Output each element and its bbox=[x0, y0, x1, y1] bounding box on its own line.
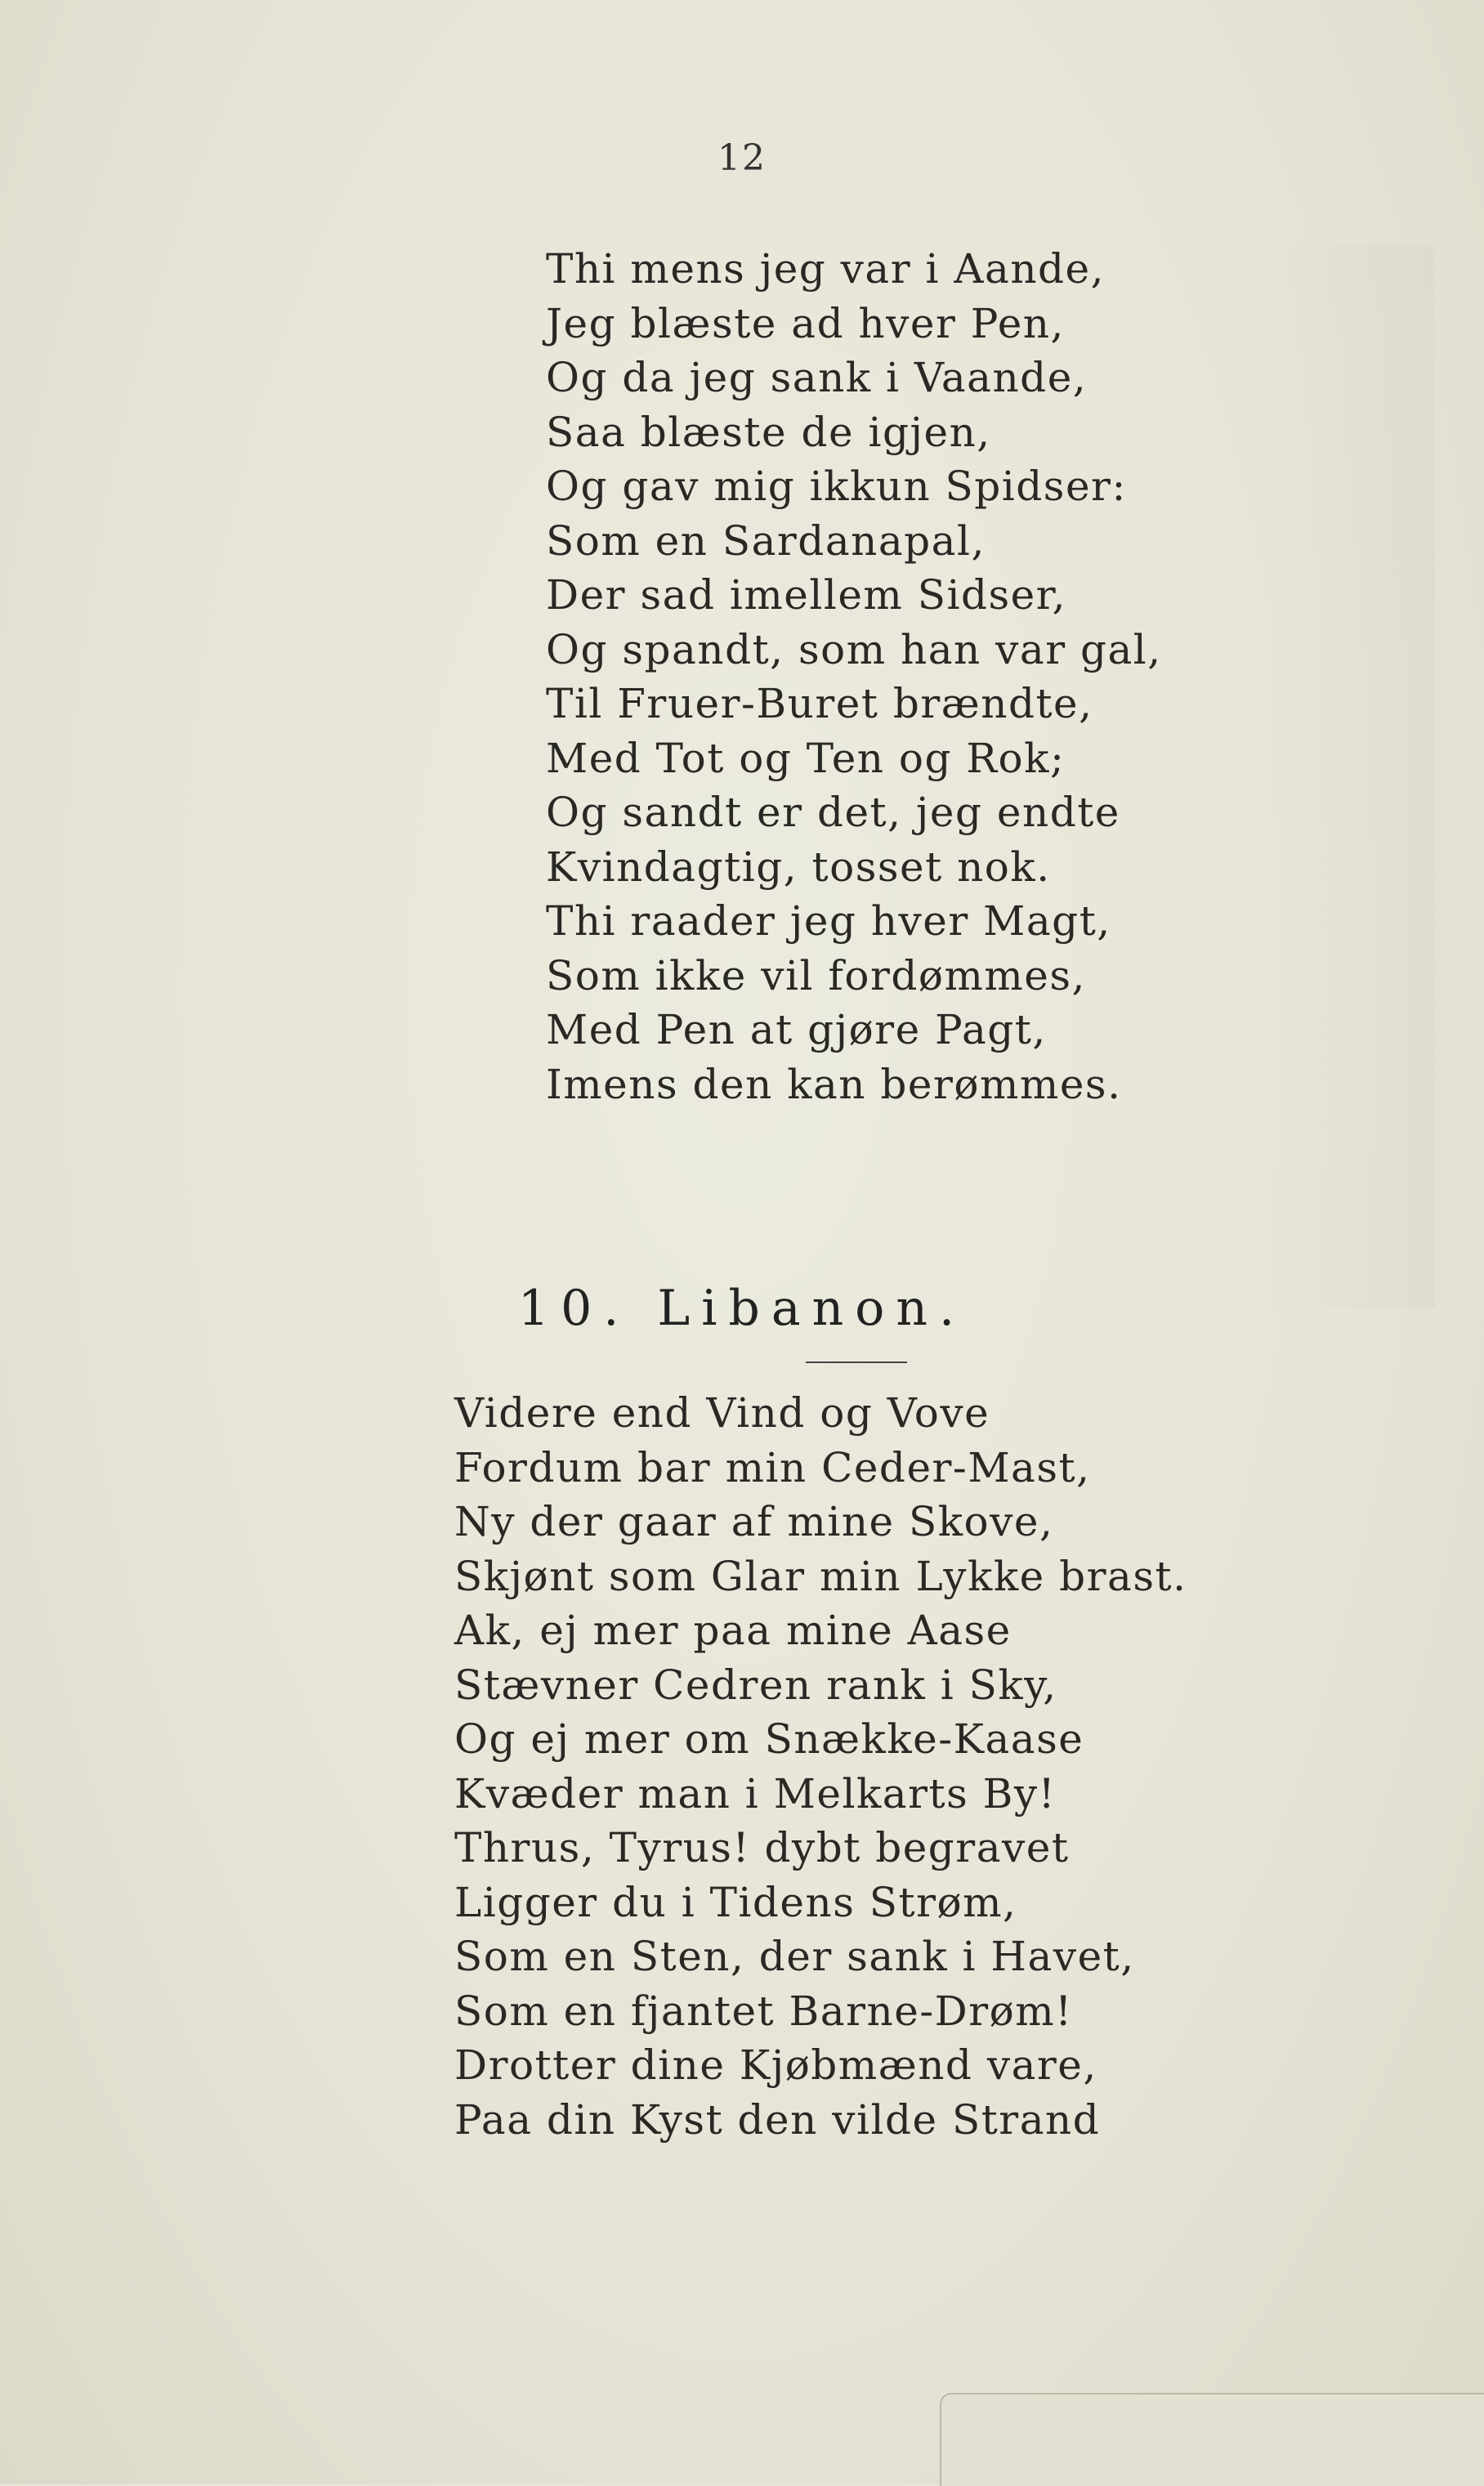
section-heading bbox=[0, 1280, 1484, 1337]
poem-line: Videre end Vind og Vove bbox=[454, 1389, 990, 1437]
poem-line: Ak, ej mer paa mine Aase bbox=[454, 1607, 1012, 1654]
poem-line: Drotter dine Kjøbmænd vare, bbox=[454, 2041, 1097, 2089]
poem-line: Ligger du i Tidens Strøm, bbox=[454, 1878, 1017, 1926]
poem-line: Som ikke vil fordømmes, bbox=[546, 951, 1086, 999]
poem-line: Ny der gaar af mine Skove, bbox=[454, 1498, 1054, 1545]
poem-line: Med Tot og Ten og Rok; bbox=[546, 734, 1066, 782]
heading-rule bbox=[806, 1361, 907, 1363]
poem-line: Kvæder man i Melkarts By! bbox=[454, 1769, 1057, 1818]
poem-line: Thi raader jeg hver Magt, bbox=[546, 897, 1111, 945]
poem-line: Thi mens jeg var i Aande, bbox=[546, 245, 1106, 293]
poem-line: Jeg blæste ad hver Pen, bbox=[546, 299, 1065, 347]
poem-stanza-continued bbox=[546, 242, 1162, 1111]
poem-line: Saa blæste de igjen, bbox=[546, 408, 991, 456]
poem-line: Der sad imellem Sidser, bbox=[546, 571, 1067, 619]
poem-line: Thrus, Tyrus! dybt begravet bbox=[454, 1824, 1070, 1871]
poem-line: Paa din Kyst den vilde Strand bbox=[454, 2095, 1101, 2144]
poem-line: Til Fruer-Buret brændte, bbox=[546, 680, 1093, 727]
page-number: 12 bbox=[717, 137, 767, 179]
next-page-edge bbox=[940, 2393, 1484, 2486]
poem-line: Imens den kan berømmes. bbox=[546, 1060, 1122, 1108]
poem-line: Og sandt er det, jeg endte bbox=[546, 789, 1120, 836]
poem-line: Som en Sardanapal, bbox=[546, 516, 986, 565]
show-through-texture bbox=[1272, 245, 1435, 1308]
poem-line: Som en fjantet Barne-Drøm! bbox=[454, 1987, 1073, 2035]
poem-line: Med Pen at gjøre Pagt, bbox=[546, 1006, 1047, 1053]
section-title: Libanon. bbox=[657, 1280, 967, 1337]
poem-line: Fordum bar min Ceder-Mast, bbox=[454, 1443, 1091, 1491]
poem-line: Og gav mig ikkun Spidser: bbox=[546, 463, 1127, 510]
poem-line: Kvindagtig, tosset nok. bbox=[546, 843, 1051, 891]
poem-line: Og ej mer om Snække-Kaase bbox=[454, 1715, 1084, 1763]
poem-stanza-libanon bbox=[454, 1386, 1187, 2147]
poem-line: Og da jeg sank i Vaande, bbox=[546, 354, 1088, 401]
poem-line: Skjønt som Glar min Lykke brast. bbox=[454, 1552, 1187, 1600]
poem-line: Og spandt, som han var gal, bbox=[546, 625, 1162, 673]
section-number: 10. bbox=[517, 1280, 631, 1337]
poem-line: Stævner Cedren rank i Sky, bbox=[454, 1661, 1057, 1709]
poem-line: Som en Sten, der sank i Havet, bbox=[454, 1933, 1135, 1980]
